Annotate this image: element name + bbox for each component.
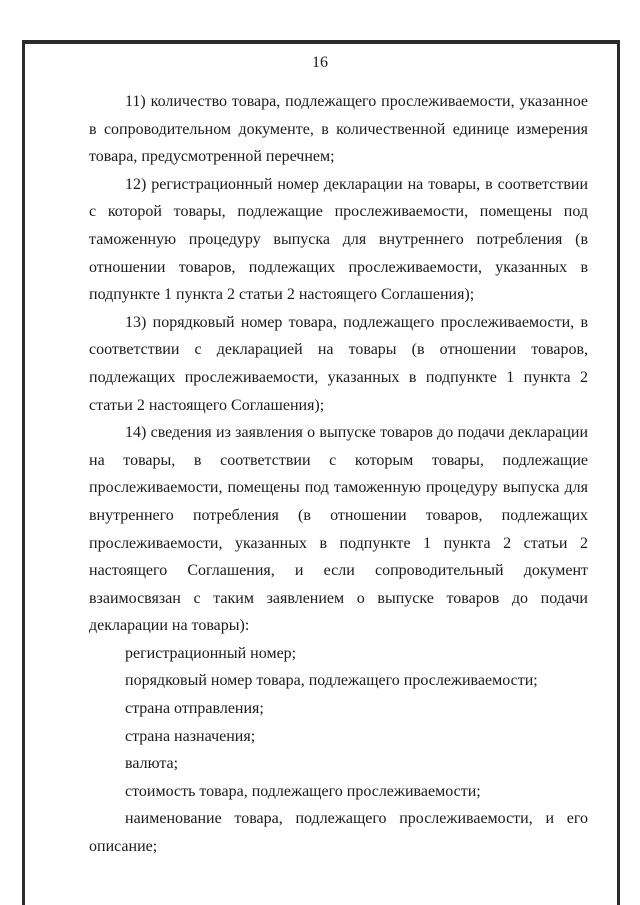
paragraph-item-13: 13) порядковый номер товара, подлежащего прослеживаемости, в соответствии с декларацией на товары (в отношении товаров, подлежащих прослеживаемости, указанных в подпункте 1 пункта 2 статьи 2 настоящего Соглашения); [89,313,588,414]
page-frame-top-border [22,40,620,44]
page-number: 16 [312,54,328,71]
paragraph-item-12: 12) регистрационный номер декларации на товары, в соответствии с которой товары, подлежащие прослеживаемости, помещены под таможенную процедуру выпуска для внутреннего потребления (в отношении товаров, подлежащих прослеживаемости, указанных в подпункте 1 пункта 2 статьи 2 настоящего Соглашения); [89,175,588,304]
sub-item-goods-value: стоимость товара, подлежащего прослеживаемости; [125,782,481,800]
page-frame-left-border [22,40,25,905]
sub-item-country-of-destination: страна назначения; [125,727,256,745]
paragraph-item-14: 14) сведения из заявления о выпуске товаров до подачи декларации на товары, в соответствии с которым товары, подлежащие прослеживаемости, помещены под таможенную процедуру выпуска для внутреннего потребления (в отношении товаров, подлежащих прослеживаемости, указанных в подпункте 1 пункта 2 статьи 2 настоящего Соглашения, и если сопроводительный документ взаимосвязан с таким заявлением о выпуске товаров до подачи декларации на товары): [89,424,588,635]
sub-item-goods-name-description: наименование товара, подлежащего прослеживаемости, и его описание; [89,810,588,856]
page-frame-right-border [617,40,620,905]
sub-item-country-of-dispatch: страна отправления; [125,700,264,718]
document-body [89,88,588,861]
sub-item-sequence-number: порядковый номер товара, подлежащего прослеживаемости; [125,672,538,690]
sub-item-currency: валюта; [125,755,179,773]
sub-item-registration-number: регистрационный номер; [125,644,297,662]
paragraph-item-11: 11) количество товара, подлежащего прослеживаемости, указанное в сопроводительном документе, в количественной единице измерения товара, предусмотренной перечнем; [89,93,588,166]
